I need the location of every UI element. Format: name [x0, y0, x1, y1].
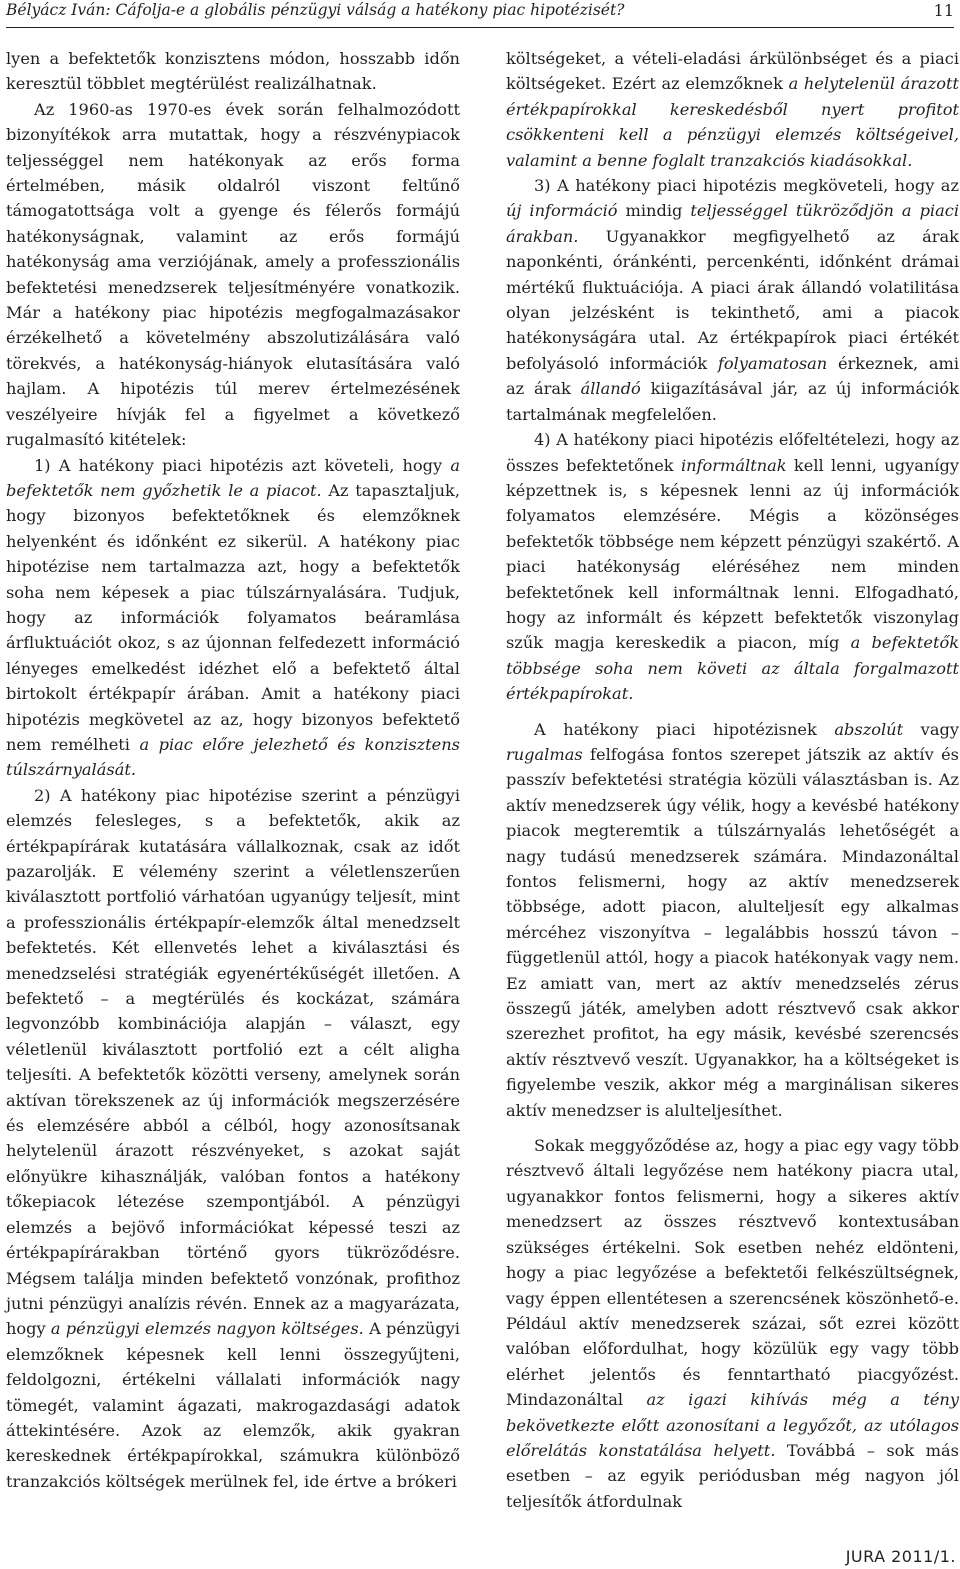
- journal-footer: JURA 2011/1.: [845, 1547, 956, 1566]
- left-column: [6, 46, 460, 1494]
- paragraph-continuation: lyen a befektetők konzisztens módon, hosszabb időn keresztül többlet megtérülést realizálhatnak.: [6, 49, 460, 94]
- emphasis-text: abszolút: [834, 719, 904, 739]
- emphasis-text: teljességgel tükröződjön a piaci árakban.: [506, 201, 959, 246]
- running-header: [6, 0, 956, 26]
- emphasis-text: a helytelenül árazott értékpapírokkal kereskedésből nyert profitot csökkenteni kell a pénzügyi elemzés költségeivel, valamint a benne foglalt tranzakciós kiadásokkal.: [506, 74, 959, 170]
- emphasis-text: a piac előre jelezhető és konzisztens túlszárnyalását.: [6, 734, 460, 780]
- paragraph-active-passive: A hatékony piaci hipotézisnek abszolút vagy rugalmas felfogása fontos szerepet játszik az aktív és passzív befektetési stratégia közüli választásban is. Az aktív menedzserek úgy vélik, hogy a kevésbé hatékony piacok megteremtik a túlszárnyalás lehetőségét a nagy tudású menedzserek számára. Mindazonáltal fontos felismerni, hogy az aktív menedzserek többsége, adott piacon, alulteljesít egy alkalmas mércéhez viszonyítva – legalábbis hosszú távon – függetlenül attól, hogy a piacok hatékonyak vagy nem. Ez amiatt van, mert az aktív menedzselés zérus összegű játék, amelyben adott résztvevő csak akkor szerezhet profitot, ha egy másik, kevésbé szerencsés aktív résztvevő veszít. Ugyanakkor, ha a költségeket is figyelembe veszik, akkor még a marginálisan sikeres aktív menedzser is alulteljesíthet.: [506, 719, 959, 1120]
- emphasis-text: a befektetők nem győzhetik le a piacot.: [6, 455, 460, 500]
- right-column: [506, 46, 959, 1514]
- emphasis-text: a befektetők többsége soha nem követi az általa forgalmazott értékpapírokat.: [506, 633, 959, 704]
- paragraph-evidence: Az 1960-as 1970-es évek során felhalmozódott bizonyítékok arra mutattak, hogy a részvénypiacok teljességgel nem hatékonyak az erős forma értelmében, másik oldalról viszont feltűnő támogatottsága volt a gyenge és félerős formájú hatékonyságnak, valamint az erős formájú hatékonyság ama verziójának, amely a professzionális befektetési menedzserek teljesítményére vonatkozik. Már a hatékony piac hipotézis megfogalmazásakor érzékelhető a követelmény abszolutizálására való törekvés, a hatékonyság-hiányok elutasítására való hajlam. A hipotézis túl merev értelmezésének veszélyeire hívják fel a figyelmet a következő rugalmasító kitételek:: [6, 99, 460, 450]
- paragraph-point-2: 2) A hatékony piac hipotézise szerint a pénzügyi elemzés felesleges, s a befektetők, akik az értékpapírárak kutatására vállalkoznak, csak az időt pazarolják. E vélemény szerint a véletlenszerűen kiválasztott portfolió várhatóan ugyanúgy teljesít, mint a professzionális értékpapír-elemzők által menedzselt befektetés. Két ellenvetés lehet a kiválasztási és menedzselési stratégiák egyenértékűségét illetően. A befektető – a megtérülés és kockázat, számára legvonzóbb kombinációja alapján – választ, egy véletlenül kiválasztott portfolió ezt a célt aligha teljesíti. A befektetők közötti verseny, amelynek során aktívan törekszenek az új információk megszerzésére és elemzésére abból a célból, hogy azonosítsanak helytelenül árazott részvényeket, s azokat saját előnyükre kihasználják, valóban fontos a hatékony tőkepiacok létezése szempontjából. A pénzügyi elemzés a bejövő információkat képessé teszi az értékpapírárakban történő gyors tükröződésre. Mégsem találja minden befektető vonzónak, profithoz jutni pénzügyi analízis révén. Ennek az a magyarázata, hogy a pénzügyi elemzés nagyon költséges. A pénzügyi elemzőknek képesnek kell lenni összegyűjteni, feldolgozni, értékelni vállalati információk nagy tömegét, valamint ágazati, makrogazdasági adatok áttekintésére. Azok az elemzők, akik gyakran kereskednek értékpapírokkal, számukra különböző tranzakciós költségek merülnek fel, ide értve a brókeri: [6, 785, 460, 1491]
- paragraph-point-1: 1) A hatékony piaci hipotézis azt követeli, hogy a befektetők nem győzhetik le a piacot. Az tapasztaljuk, hogy bizonyos befektetőknek és elemzőknek helyenként és időnként ez sikerül. A hatékony piac hipotézise nem tartalmazza azt, hogy a befektetők soha nem képesek a piac túlszárnyalására. Tudjuk, hogy az információk folyamatos beáramlása árfluktuációt okoz, s az újonnan felfedezett információ lényeges emelkedést idézhet elő a befektető által birtokolt értékpapír árában. Amit a hatékony piaci hipotézis megkövetel az az, hogy bizonyos befektető nem remélheti a piac előre jelezhető és konzisztens túlszárnyalását.: [6, 455, 461, 780]
- emphasis-text: rugalmas: [506, 744, 583, 764]
- running-title: Bélyácz Iván: Cáfolja-e a globális pénzügyi válság a hatékony piac hipotézisét?: [6, 1, 625, 19]
- emphasis-text: az igazi kihívás még a tény bekövetkezte előtt azonosítani a legyőzőt, az utólagos előrelátás konstatálása helyett.: [506, 1390, 959, 1460]
- emphasis-text: új információ: [506, 201, 618, 221]
- header-rule: [6, 27, 954, 28]
- emphasis-text: informáltnak: [680, 455, 787, 475]
- paragraph-point-3: 3) A hatékony piaci hipotézis megköveteli, hogy az új információ mindig teljességgel tükröződjön a piaci árakban. Ugyanakkor megfigyelhető az árak naponkénti, óránkénti, percenkénti, időnként drámai mértékű fluktuációja. A piaci árak állandó volatilitása olyan jelzésként is tekinthető, ami a piacok hatékonyságára utal. Az értékpapírok piaci értékét befolyásoló információk folyamatosan érkeznek, ami az árak állandó kiigazításával jár, az új információk tartalmának megfelelően.: [506, 176, 959, 424]
- paragraph-market-beating: Sokak meggyőződése az, hogy a piac egy vagy több résztvevő általi legyőzése nem hatékony piacra utal, ugyanakkor fontos felismerni, hogy a sikeres aktív menedzsert az összes résztvevő kontextusában szükséges értékelni. Sok esetben nehéz eldönteni, hogy a piac legyőzése a befektetői felkészültségnek, vagy éppen ellentétesen a szerencsének köszönhető-e. Például aktív menedzserek százai, sőt ezrei között valóban előfordulhat, hogy közülük egy vagy több elérhet jelentős és fenntartható piacgyőzést. Mindazonáltal az igazi kihívás még a tény bekövetkezte előtt azonosítani a legyőzőt, az utólagos előrelátás konstatálása helyett. Továbbá – sok más esetben – az egyik periódusban még nagyon jól teljesítők átfordulnak: [506, 1136, 959, 1511]
- paragraph-continuation: költségeket, a vételi-eladási árkülönbséget és a piaci költségeket. Ezért az elemzőknek a helytelenül árazott értékpapírokkal kereskedésből nyert profitot csökkenteni kell a pénzügyi elemzés költségeivel, valamint a benne foglalt tranzakciós kiadásokkal.: [506, 49, 959, 170]
- emphasis-text: folyamatosan: [717, 353, 828, 373]
- emphasis-text: állandó: [580, 379, 641, 399]
- page-number: 11: [933, 1, 954, 20]
- emphasis-text: a pénzügyi elemzés nagyon költséges.: [50, 1319, 364, 1339]
- paragraph-point-4: 4) A hatékony piaci hipotézis előfeltételezi, hogy az összes befektetőnek informáltnak kell lenni, ugyanígy képzettnek is, s képesnek lenni az új információk folyamatos elemzésére. Mégis a közönséges befektetők többsége nem képzett pénzügyi szakértő. A piaci hatékonyság eléréséhez nem minden befektetőnek kell informáltnak lenni. Elfogadható, hogy az informált és képzett befektetők viszonylag szűk magja kereskedik a piacon, míg a befektetők többsége soha nem követi az általa forgalmazott értékpapírokat.: [506, 430, 959, 704]
